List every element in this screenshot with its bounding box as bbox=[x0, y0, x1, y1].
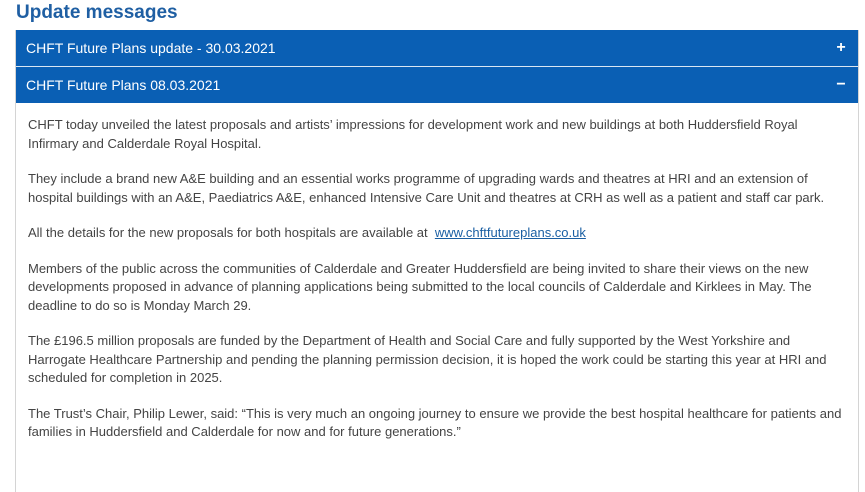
accordion-panel-plans-08-03-2021 bbox=[16, 103, 858, 442]
future-plans-link[interactable]: www.chftfutureplans.co.uk bbox=[434, 225, 586, 240]
accordion-header-title: CHFT Future Plans update - 30.03.2021 bbox=[26, 40, 276, 56]
accordion-header-plans-08-03-2021[interactable] bbox=[16, 67, 858, 103]
plus-icon[interactable]: + bbox=[836, 39, 846, 56]
paragraph-chair-quote: The Trust’s Chair, Philip Lewer, said: “This is very much an ongoing journey to ensure we provide the best hospital healthcare for patients and families in Huddersfield and Calderdale for now and for future generations.” bbox=[28, 405, 842, 439]
paragraph-funding: The £196.5 million proposals are funded by the Department of Health and Social Care and fully supported by the West Yorkshire and Harrogate Healthcare Partnership and pending the planning permission decision, it is hoped the work could be starting this year at HRI and scheduled for completion in 2025. bbox=[28, 333, 827, 385]
paragraph-announcement: CHFT today unveiled the latest proposals and artists’ impressions for development work and new buildings at both Huddersfield Royal Infirmary and Calderdale Royal Hospital. bbox=[28, 117, 798, 151]
accordion-header-update-30-03-2021[interactable] bbox=[16, 30, 858, 67]
update-messages-accordion bbox=[15, 30, 859, 492]
page-title: Update messages bbox=[16, 2, 178, 23]
paragraph-public-consultation: Members of the public across the communities of Calderdale and Greater Huddersfield are being invited to share their views on the new developments proposed in advance of planning applications being submitted to the local councils of Calderdale and Kirklees in May. The deadline to do so is Monday March 29. bbox=[28, 260, 812, 313]
details-text: All the details for the new proposals for both hospitals are available at bbox=[28, 225, 428, 240]
paragraph-details-link bbox=[28, 224, 846, 243]
paragraph-building-details: They include a brand new A&E building and an essential works programme of upgrading wards and theatres at HRI and an extension of hospital buildings with an A&E, Paediatrics A&E, enhanced Intensive Care Unit and theatres at CRH as well as a patient and staff car park. bbox=[28, 171, 825, 205]
minus-icon[interactable]: − bbox=[836, 76, 846, 93]
accordion-header-title: CHFT Future Plans 08.03.2021 bbox=[26, 77, 221, 93]
